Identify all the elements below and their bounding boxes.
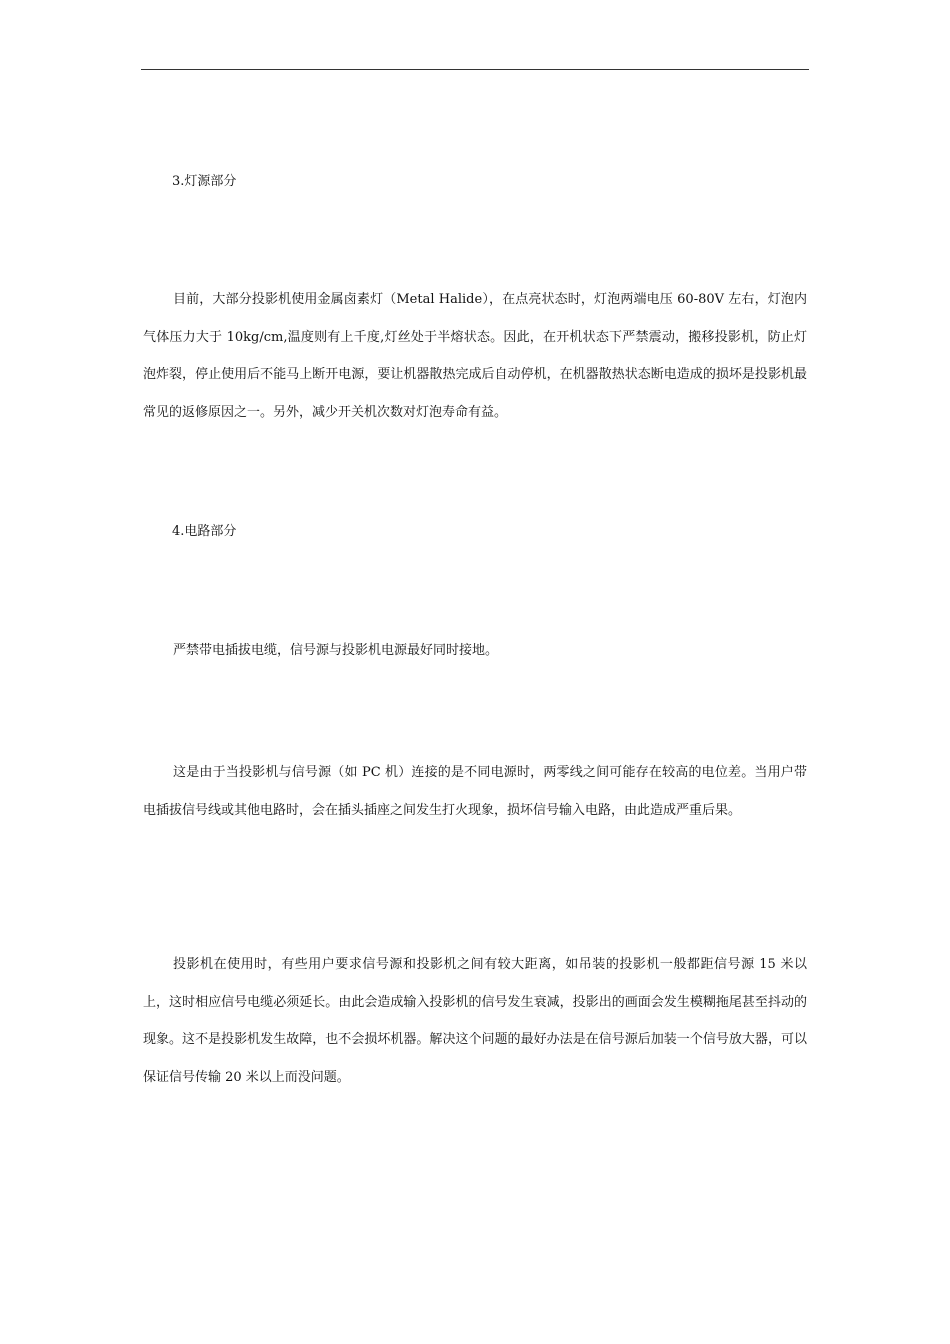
section-heading-circuit: 4.电路部分 [172,524,237,539]
header-rule [141,69,809,70]
section-heading-lamp: 3.灯源部分 [172,174,237,189]
paragraph-signal-distance: 投影机在使用时，有些用户要求信号源和投影机之间有较大距离，如吊装的投影机一般都距信号源 15 米以上，这时相应信号电缆必须延长。由此会造成输入投影机的信号发生衰减，投影出的画面会发生模糊拖尾甚至抖动的现象。这不是投影机发生故障，也不会损坏机器。解决这个问题的最好办法是在信号源后加装一个信号放大器，可以保证信号传输 20 米以上而没问题。 [143,957,807,1085]
paragraph-circuit-reason: 这是由于当投影机与信号源（如 PC 机）连接的是不同电源时，两零线之间可能存在较高的电位差。当用户带电插拔信号线或其他电路时，会在插头插座之间发生打火现象，损坏信号输入电路，由此造成严重后果。 [143,765,807,818]
paragraph-lamp-usage: 目前，大部分投影机使用金属卤素灯（Metal Halide），在点亮状态时，灯泡两端电压 60-80V 左右，灯泡内气体压力大于 10kg/cm,温度则有上千度,灯丝处于半熔状态。因此，在开机状态下严禁震动，搬移投影机，防止灯泡炸裂，停止使用后不能马上断开电源，要让机器散热完成后自动停机，在机器散热状态断电造成的损坏是投影机最常见的返修原因之一。另外，减少开关机次数对灯泡寿命有益。 [143,292,807,420]
paragraph-circuit-warning: 严禁带电插拔电缆，信号源与投影机电源最好同时接地。 [173,643,499,658]
